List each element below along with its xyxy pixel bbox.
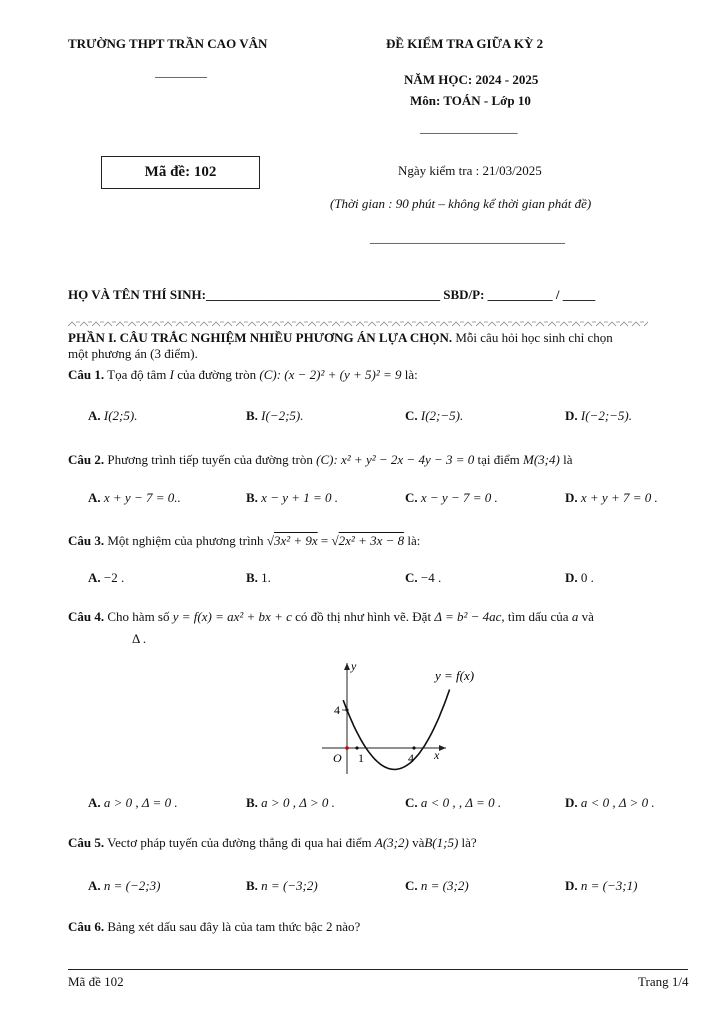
sbd-blank[interactable]: __________ / _____ <box>487 287 596 302</box>
name-blank[interactable]: ____________________________________ <box>206 287 440 302</box>
question-label: Câu 2. <box>68 452 105 467</box>
question-text: có đồ thị như hình vẽ. Đặt <box>295 609 432 624</box>
x-intercept-4 <box>412 746 415 749</box>
section1-title: PHẦN I. CÂU TRẮC NGHIỆM NHIỀU PHƯƠNG ÁN LỰA CHỌN. <box>68 330 453 345</box>
question-var: I <box>169 367 174 382</box>
question-formula: (C): (x − 2)² + (y + 5)² = 9 <box>259 367 402 382</box>
y-intercept-point <box>345 708 348 711</box>
question-3 <box>68 533 420 549</box>
question-4 <box>68 609 594 625</box>
exam-date: Ngày kiểm tra : 21/03/2025 <box>398 163 542 178</box>
question-text: tại điểm <box>477 452 520 467</box>
question-text: là: <box>407 533 421 548</box>
question-text: của đường tròn <box>177 367 257 382</box>
question-text: Cho hàm số <box>107 609 170 624</box>
y-axis-label: y <box>351 660 357 673</box>
q3-option-a[interactable]: A. −2 . <box>88 570 125 585</box>
section1-intro-2: một phương án (3 điểm). <box>68 346 198 361</box>
subject-underline: _______________ <box>420 120 518 135</box>
q5-option-a[interactable]: A. n = (−2;3) <box>88 878 161 893</box>
decorative-separator <box>68 320 648 328</box>
q4-option-d[interactable]: D. a < 0 , Δ > 0 . <box>565 795 655 810</box>
curve-label: y = f(x) <box>435 668 475 683</box>
q1-option-b[interactable]: B. I(−2;5). <box>246 408 304 423</box>
question-text: và <box>581 609 594 624</box>
subject-grade: Môn: TOÁN - Lớp 10 <box>410 93 531 108</box>
sqrt-left: √3x² + 9x <box>266 533 318 548</box>
question-label: Câu 6. <box>68 919 105 934</box>
q4-option-b[interactable]: B. a > 0 , Δ > 0 . <box>246 795 335 810</box>
question-formula: Δ = b² − 4ac <box>434 609 502 624</box>
question-formula: (C): x² + y² − 2x − 4y − 3 = 0 <box>316 452 475 467</box>
question-text: Một nghiệm của phương trình <box>107 533 264 548</box>
question-text: Tọa độ tâm <box>107 367 167 382</box>
footer-exam-code: Mã đề 102 <box>68 974 124 989</box>
question-4-line2: Δ . <box>132 631 147 646</box>
question-1 <box>68 367 418 383</box>
question-formula: y = f(x) = ax² + bx + c <box>172 609 292 624</box>
question-point: B(1;5) <box>424 835 459 850</box>
question-text: là <box>563 452 573 467</box>
footer-page-number: Trang 1/4 <box>638 974 689 989</box>
question-text: là: <box>404 367 418 382</box>
q1-option-d[interactable]: D. I(−2;−5). <box>565 408 633 423</box>
q4-option-a[interactable]: A. a > 0 , Δ = 0 . <box>88 795 178 810</box>
x-intercept-1 <box>355 746 358 749</box>
tick-y4-label: 4 <box>334 703 340 717</box>
equals-sign: = <box>320 533 329 548</box>
sbd-label: SBD/P: <box>443 287 485 302</box>
tick-1-label: 1 <box>358 751 364 765</box>
q5-option-b[interactable]: B. n = (−3;2) <box>246 878 318 893</box>
question-point: M(3;4) <box>523 452 560 467</box>
q5-option-c[interactable]: C. n = (3;2) <box>405 878 469 893</box>
q1-option-c[interactable]: C. I(2;−5). <box>405 408 464 423</box>
school-name: TRƯỜNG THPT TRẦN CAO VÂN <box>68 36 268 51</box>
section1-heading <box>68 330 688 362</box>
parabola-graph <box>318 660 490 778</box>
question-text: , tìm dấu của <box>501 609 569 624</box>
duration-underline: ______________________________ <box>370 230 565 245</box>
sqrt-right: √2x² + 3x − 8 <box>331 533 405 548</box>
footer-divider <box>68 969 688 970</box>
question-point: A(3;2) <box>374 835 409 850</box>
question-label: Câu 1. <box>68 367 105 382</box>
question-2 <box>68 452 572 468</box>
question-var: a <box>571 609 579 624</box>
question-text: Phương trình tiếp tuyến của đường tròn <box>107 452 313 467</box>
student-info-line <box>68 287 595 303</box>
q1-option-a[interactable]: A. I(2;5). <box>88 408 138 423</box>
exam-duration: (Thời gian : 90 phút – không kể thời gian phát đề) <box>330 196 592 211</box>
question-label: Câu 4. <box>68 609 105 624</box>
q3-option-d[interactable]: D. 0 . <box>565 570 594 585</box>
q2-option-c[interactable]: C. x − y − 7 = 0 . <box>405 490 498 505</box>
q2-option-b[interactable]: B. x − y + 1 = 0 . <box>246 490 339 505</box>
origin-label: O <box>333 751 342 765</box>
q4-option-c[interactable]: C. a < 0 , , Δ = 0 . <box>405 795 502 810</box>
name-label: HỌ VÀ TÊN THÍ SINH: <box>68 287 206 302</box>
question-5 <box>68 835 477 851</box>
q5-option-d[interactable]: D. n = (−3;1) <box>565 878 638 893</box>
origin-point <box>345 746 349 750</box>
question-6 <box>68 919 360 935</box>
q2-option-d[interactable]: D. x + y + 7 = 0 . <box>565 490 658 505</box>
section1-intro: Mỗi câu hỏi học sinh chỉ chọn <box>455 330 613 345</box>
question-text: Bảng xét dấu sau đây là của tam thức bậc 2 nào? <box>107 919 361 934</box>
exam-title: ĐỀ KIỂM TRA GIỮA KỲ 2 <box>386 36 544 51</box>
q2-option-a[interactable]: A. x + y − 7 = 0.. <box>88 490 181 505</box>
exam-code-text: Mã đề: 102 <box>144 164 217 180</box>
exam-code-box <box>101 156 260 189</box>
school-underline: ________ <box>155 64 207 79</box>
q3-option-c[interactable]: C. −4 . <box>405 570 442 585</box>
question-text: và <box>412 835 425 850</box>
x-axis-label: x <box>434 748 440 762</box>
question-label: Câu 5. <box>68 835 105 850</box>
tick-4-label: 4 <box>408 751 414 765</box>
q3-option-b[interactable]: B. 1. <box>246 570 271 585</box>
school-year: NĂM HỌC: 2024 - 2025 <box>404 72 539 87</box>
question-label: Câu 3. <box>68 533 105 548</box>
question-text: Vectơ pháp tuyến của đường thẳng đi qua hai điểm <box>107 835 372 850</box>
question-text: là? <box>461 835 477 850</box>
